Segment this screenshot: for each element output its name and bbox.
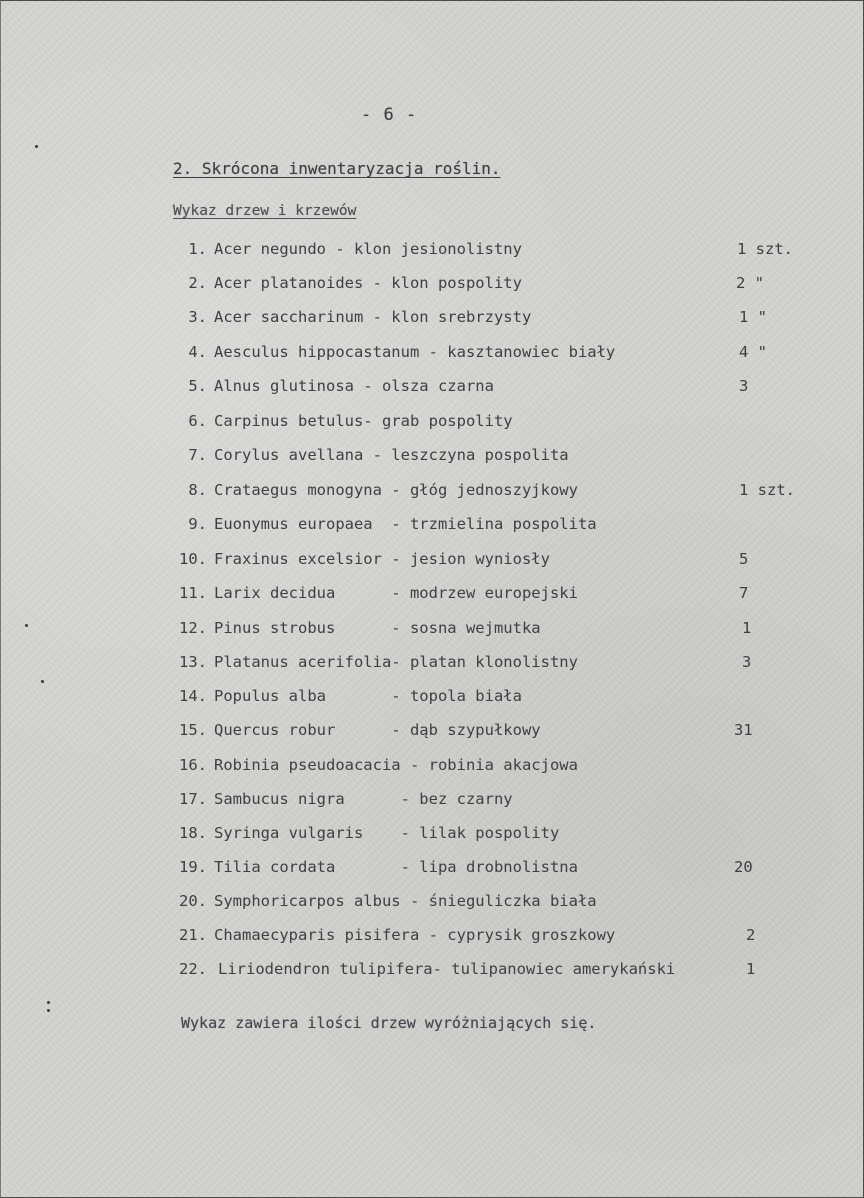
item-number: 19. bbox=[179, 858, 207, 876]
item-quantity: 7 bbox=[739, 584, 749, 602]
list-item bbox=[1, 652, 864, 676]
item-number: 14. bbox=[179, 687, 207, 705]
list-item bbox=[1, 720, 864, 744]
list-item bbox=[1, 342, 864, 366]
list-item bbox=[1, 307, 864, 331]
list-item bbox=[1, 514, 864, 538]
list-item bbox=[1, 239, 864, 263]
list-title: Wykaz drzew i krzewów bbox=[173, 203, 357, 219]
item-name: Pinus strobus - sosna wejmutka bbox=[214, 619, 541, 637]
scan-speck bbox=[41, 680, 44, 683]
list-item bbox=[1, 411, 864, 435]
item-quantity: 1 szt. bbox=[739, 481, 795, 499]
item-name: Crataegus monogyna - głóg jednoszyjkowy bbox=[214, 481, 578, 499]
list-item bbox=[1, 549, 864, 573]
item-number: 18. bbox=[179, 824, 207, 842]
item-name: Quercus robur - dąb szypułkowy bbox=[214, 721, 541, 739]
item-quantity: 3 bbox=[742, 653, 752, 671]
scan-speck bbox=[25, 624, 28, 627]
item-name: Platanus acerifolia- platan klonolistny bbox=[214, 653, 578, 671]
section-title: 2. Skrócona inwentaryzacja roślin. bbox=[173, 159, 501, 178]
item-name: Acer negundo - klon jesionolistny bbox=[214, 240, 522, 258]
item-name: Syringa vulgaris - lilak pospolity bbox=[214, 824, 560, 842]
item-name: Fraxinus excelsior - jesion wyniosły bbox=[214, 550, 550, 568]
item-number: 16. bbox=[179, 756, 207, 774]
item-name: Aesculus hippocastanum - kasztanowiec biały bbox=[214, 343, 616, 361]
item-quantity: 5 bbox=[739, 550, 749, 568]
item-name: Sambucus nigra - bez czarny bbox=[214, 790, 513, 808]
item-number: 4. bbox=[188, 343, 207, 361]
list-item bbox=[1, 480, 864, 504]
item-quantity: 31 bbox=[734, 721, 753, 739]
item-quantity: 1 szt. bbox=[737, 240, 793, 258]
list-item bbox=[1, 273, 864, 297]
scan-speck bbox=[47, 1009, 50, 1012]
item-name: Corylus avellana - leszczyna pospolita bbox=[214, 446, 569, 464]
item-number: 3. bbox=[188, 308, 207, 326]
item-number: 21. bbox=[179, 926, 207, 944]
item-number: 10. bbox=[179, 550, 207, 568]
scan-speck bbox=[35, 145, 38, 148]
list-item bbox=[1, 823, 864, 847]
item-quantity: 4 " bbox=[739, 343, 767, 361]
item-quantity: 2 " bbox=[736, 274, 764, 292]
item-name: Larix decidua - modrzew europejski bbox=[214, 584, 578, 602]
item-number: 15. bbox=[179, 721, 207, 739]
item-number: 13. bbox=[179, 653, 207, 671]
item-number: 7. bbox=[188, 446, 207, 464]
item-name: Tilia cordata - lipa drobnolistna bbox=[214, 858, 578, 876]
item-name: Liriodendron tulipifera- tulipanowiec amerykański bbox=[218, 960, 676, 978]
item-number: 9. bbox=[188, 515, 207, 533]
item-number: 12. bbox=[179, 619, 207, 637]
item-name: Alnus glutinosa - olsza czarna bbox=[214, 377, 494, 395]
item-number: 17. bbox=[179, 790, 207, 808]
page-number: - 6 - bbox=[361, 105, 418, 125]
item-quantity: 1 bbox=[742, 619, 752, 637]
item-quantity: 20 bbox=[734, 858, 753, 876]
list-item bbox=[1, 583, 864, 607]
item-name: Chamaecyparis pisifera - cyprysik groszkowy bbox=[214, 926, 616, 944]
item-quantity: 2 bbox=[746, 926, 756, 944]
item-number: 11. bbox=[179, 584, 207, 602]
item-number: 6. bbox=[188, 412, 207, 430]
list-item bbox=[1, 376, 864, 400]
item-quantity: 1 bbox=[746, 960, 756, 978]
item-name: Symphoricarpos albus - śnieguliczka biała bbox=[214, 892, 597, 910]
item-name: Carpinus betulus- grab pospolity bbox=[214, 412, 513, 430]
item-quantity: 3 bbox=[739, 377, 749, 395]
item-name: Populus alba - topola biała bbox=[214, 687, 522, 705]
footer-note: Wykaz zawiera ilości drzew wyróżniających się. bbox=[181, 1014, 597, 1032]
list-item bbox=[1, 618, 864, 642]
item-quantity: 1 " bbox=[739, 308, 767, 326]
item-name: Robinia pseudoacacia - robinia akacjowa bbox=[214, 756, 578, 774]
item-name: Acer platanoides - klon pospolity bbox=[214, 274, 522, 292]
list-item bbox=[1, 789, 864, 813]
list-item bbox=[1, 445, 864, 469]
item-number: 22. bbox=[179, 960, 207, 978]
item-number: 1. bbox=[188, 240, 207, 258]
item-name: Euonymus europaea - trzmielina pospolita bbox=[214, 515, 597, 533]
list-item bbox=[1, 857, 864, 881]
scan-speck bbox=[47, 1001, 50, 1004]
list-item bbox=[1, 755, 864, 779]
item-number: 8. bbox=[188, 481, 207, 499]
item-number: 5. bbox=[188, 377, 207, 395]
item-name: Acer saccharinum - klon srebrzysty bbox=[214, 308, 532, 326]
list-item bbox=[1, 686, 864, 710]
list-item bbox=[1, 925, 864, 949]
item-number: 20. bbox=[179, 892, 207, 910]
list-item bbox=[1, 959, 864, 983]
item-number: 2. bbox=[188, 274, 207, 292]
list-item bbox=[1, 891, 864, 915]
